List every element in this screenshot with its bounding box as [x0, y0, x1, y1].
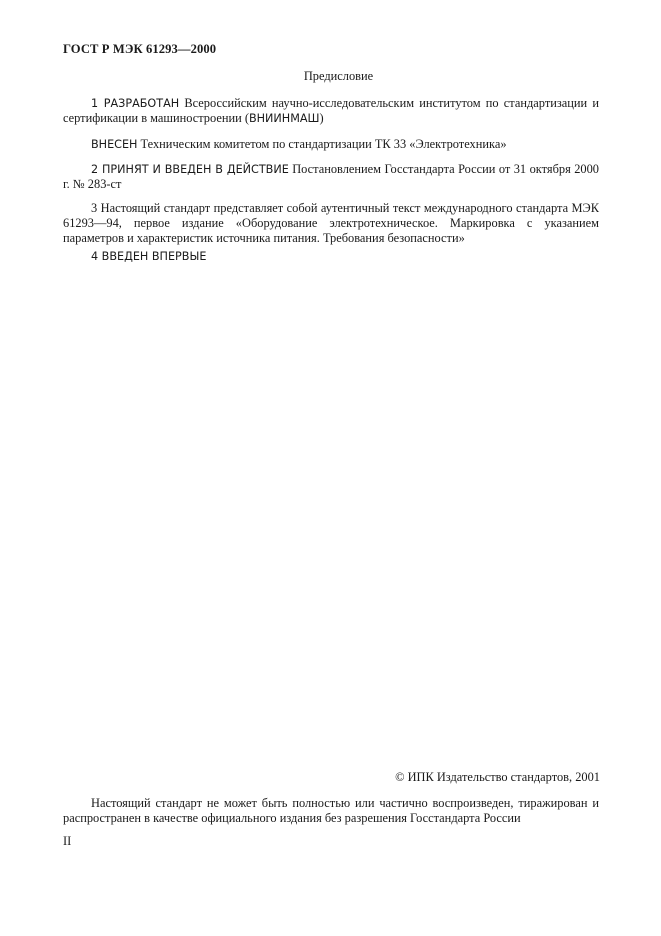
organization-abbreviation: ВНИИНМАШ — [248, 112, 320, 125]
paragraph-text: Всероссийским научно-исследовательским институтом по стандартизации и сертификации в машиностроении ( — [63, 96, 599, 125]
standard-code-header: ГОСТ Р МЭК 61293—2000 — [63, 42, 217, 56]
paragraph-lead: 2 ПРИНЯТ И ВВЕДЕН В ДЕЙСТВИЕ — [91, 163, 289, 176]
paragraph-introduced-by — [63, 137, 599, 152]
paragraph-first-introduced — [63, 249, 599, 264]
section-title-foreword: Предисловие — [303, 69, 374, 83]
copyright-line: © ИПК Издательство стандартов, 2001 — [395, 770, 600, 784]
paragraph-lead: 4 ВВЕДЕН ВПЕРВЫЕ — [91, 250, 207, 263]
reproduction-notice: Настоящий стандарт не может быть полностью или частично воспроизведен, тиражирован и распространен в качестве официального издания без разрешения Госстандарта России — [63, 796, 599, 825]
paragraph-text: 3 Настоящий стандарт представляет собой аутентичный текст международного стандарта МЭК 61293—94, первое издание «Оборудование электротехническое. Маркировка с указанием параметров и характеристик источника питания. Требования безопасности» — [63, 201, 599, 245]
page-number: II — [63, 834, 72, 848]
paragraph-text: Техническим комитетом по стандартизации ТК 33 «Электротехника» — [137, 137, 507, 151]
paragraph-lead: 1 РАЗРАБОТАН — [91, 97, 180, 110]
paragraph-text: Постановлением Госстандарта России от 31 октября 2000 г. № 283-ст — [63, 162, 599, 191]
paragraph-developed-by — [63, 96, 599, 126]
paragraph-end: ) — [319, 111, 324, 125]
paragraph-lead: ВНЕСЕН — [91, 138, 138, 151]
paragraph-adopted — [63, 162, 599, 192]
paragraph-authentic-text — [63, 201, 599, 246]
